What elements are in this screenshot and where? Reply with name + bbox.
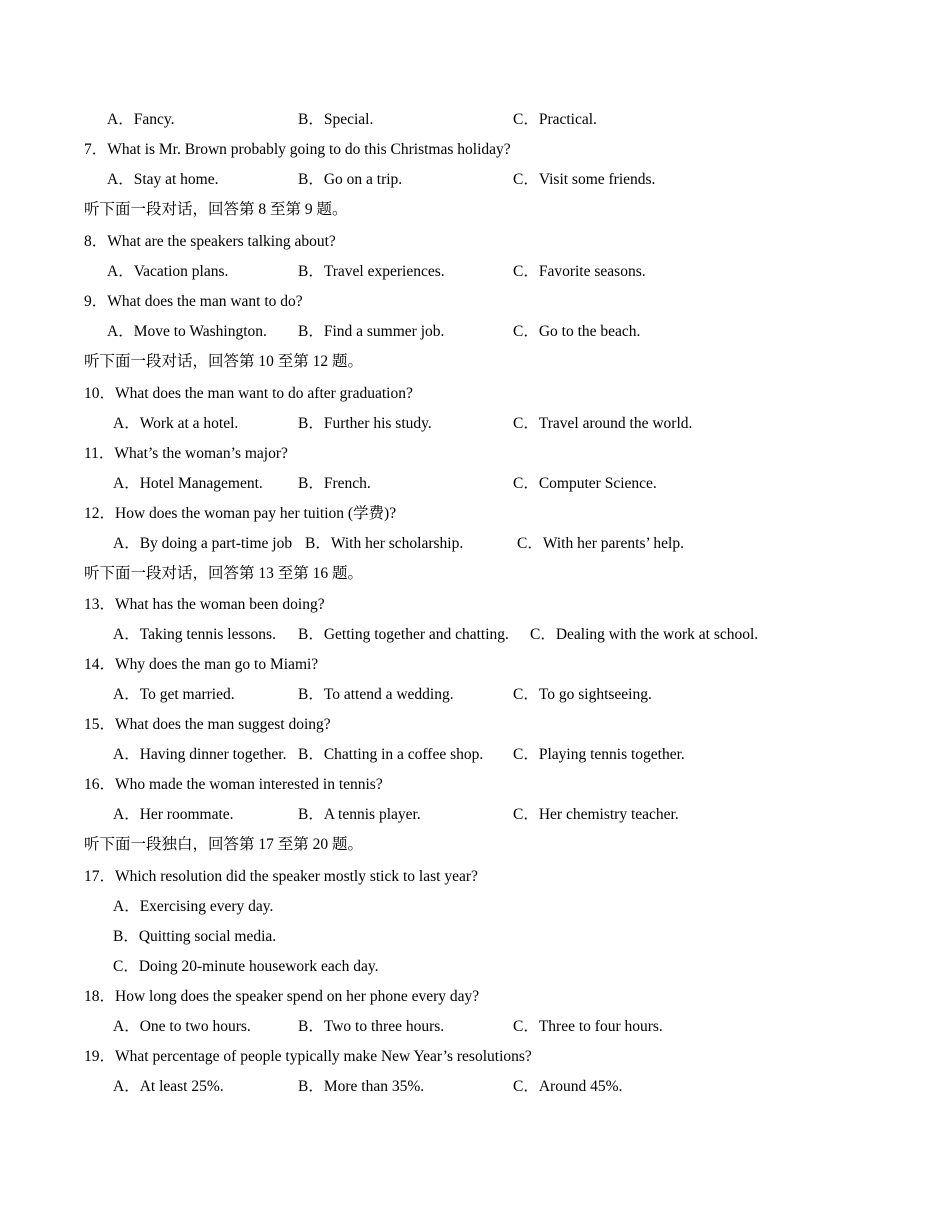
q15-options bbox=[0, 744, 950, 766]
q7-option-b: B．Go on a trip. bbox=[298, 171, 403, 188]
q13-option-c: C．Dealing with the work at school. bbox=[530, 626, 759, 643]
q14-option-c: C．To go sightseeing. bbox=[513, 686, 652, 703]
q19-option-c: C．Around 45%. bbox=[513, 1078, 623, 1095]
q15-stem: 15．What does the man suggest doing? bbox=[84, 716, 331, 733]
q16-option-b: B．A tennis player. bbox=[298, 806, 421, 823]
q10-option-a: A．Work at a hotel. bbox=[113, 415, 239, 432]
q13-options bbox=[0, 624, 950, 646]
q14-option-b: B．To attend a wedding. bbox=[298, 686, 454, 703]
q6-option-a: A．Fancy. bbox=[107, 111, 175, 128]
q19-option-a: A．At least 25%. bbox=[113, 1078, 224, 1095]
q15-option-c: C．Playing tennis together. bbox=[513, 746, 685, 763]
q16-stem: 16．Who made the woman interested in tennis? bbox=[84, 776, 383, 793]
q6-options bbox=[0, 109, 950, 131]
q9-option-b: B．Find a summer job. bbox=[298, 323, 445, 340]
q8-options bbox=[0, 261, 950, 283]
q14-options bbox=[0, 684, 950, 706]
q9-option-c: C．Go to the beach. bbox=[513, 323, 641, 340]
q13-option-b: B．Getting together and chatting. bbox=[298, 626, 509, 643]
q18-option-a: A．One to two hours. bbox=[113, 1018, 251, 1035]
q6-option-b: B．Special. bbox=[298, 111, 374, 128]
q10-option-c: C．Travel around the world. bbox=[513, 415, 693, 432]
section-heading-8-9: 听下面一段对话，回答第 8 至第 9 题。 bbox=[84, 201, 348, 218]
q9-option-a: A．Move to Washington. bbox=[107, 323, 267, 340]
q16-option-a: A．Her roommate. bbox=[113, 806, 234, 823]
q7-stem: 7．What is Mr. Brown probably going to do this Christmas holiday? bbox=[84, 141, 511, 158]
q11-option-b: B．French. bbox=[298, 475, 371, 492]
q8-stem: 8．What are the speakers talking about? bbox=[84, 233, 336, 250]
q11-option-a: A．Hotel Management. bbox=[113, 475, 263, 492]
q15-option-b: B．Chatting in a coffee shop. bbox=[298, 746, 484, 763]
q7-option-c: C．Visit some friends. bbox=[513, 171, 656, 188]
q18-option-b: B．Two to three hours. bbox=[298, 1018, 445, 1035]
q7-option-a: A．Stay at home. bbox=[107, 171, 219, 188]
q14-option-a: A．To get married. bbox=[113, 686, 235, 703]
q19-options bbox=[0, 1076, 950, 1098]
q18-stem: 18．How long does the speaker spend on her phone every day? bbox=[84, 988, 480, 1005]
q11-options bbox=[0, 473, 950, 495]
q12-options bbox=[0, 533, 950, 555]
section-heading-13-16: 听下面一段对话，回答第 13 至第 16 题。 bbox=[84, 565, 364, 582]
q10-stem: 10．What does the man want to do after graduation? bbox=[84, 385, 413, 402]
q10-options bbox=[0, 413, 950, 435]
q8-option-b: B．Travel experiences. bbox=[298, 263, 445, 280]
q16-options bbox=[0, 804, 950, 826]
q7-options bbox=[0, 169, 950, 191]
q17-stem: 17．Which resolution did the speaker mostly stick to last year? bbox=[84, 868, 478, 885]
q14-stem: 14．Why does the man go to Miami? bbox=[84, 656, 319, 673]
q12-option-b: B．With her scholarship. bbox=[305, 535, 464, 552]
q9-options bbox=[0, 321, 950, 343]
q17-option-b: B．Quitting social media. bbox=[113, 928, 277, 945]
q18-option-c: C．Three to four hours. bbox=[513, 1018, 663, 1035]
q6-option-c: C．Practical. bbox=[513, 111, 597, 128]
q9-stem: 9．What does the man want to do? bbox=[84, 293, 303, 310]
q8-option-c: C．Favorite seasons. bbox=[513, 263, 646, 280]
q8-option-a: A．Vacation plans. bbox=[107, 263, 229, 280]
q18-options bbox=[0, 1016, 950, 1038]
q12-option-c: C．With her parents’ help. bbox=[517, 535, 684, 552]
q19-stem: 19．What percentage of people typically make New Year’s resolutions? bbox=[84, 1048, 532, 1065]
q17-option-c: C．Doing 20-minute housework each day. bbox=[113, 958, 379, 975]
q10-option-b: B．Further his study. bbox=[298, 415, 432, 432]
q19-option-b: B．More than 35%. bbox=[298, 1078, 425, 1095]
q12-stem: 12．How does the woman pay her tuition (学费)? bbox=[84, 505, 397, 522]
q12-option-a: A．By doing a part-time job bbox=[113, 535, 293, 552]
q11-option-c: C．Computer Science. bbox=[513, 475, 657, 492]
q13-option-a: A．Taking tennis lessons. bbox=[113, 626, 276, 643]
q13-stem: 13．What has the woman been doing? bbox=[84, 596, 325, 613]
q15-option-a: A．Having dinner together. bbox=[113, 746, 287, 763]
section-heading-10-12: 听下面一段对话，回答第 10 至第 12 题。 bbox=[84, 353, 364, 370]
section-heading-17-20: 听下面一段独白，回答第 17 至第 20 题。 bbox=[84, 836, 364, 853]
q16-option-c: C．Her chemistry teacher. bbox=[513, 806, 679, 823]
q17-option-a: A．Exercising every day. bbox=[113, 898, 274, 915]
q11-stem: 11．What’s the woman’s major? bbox=[84, 445, 288, 462]
